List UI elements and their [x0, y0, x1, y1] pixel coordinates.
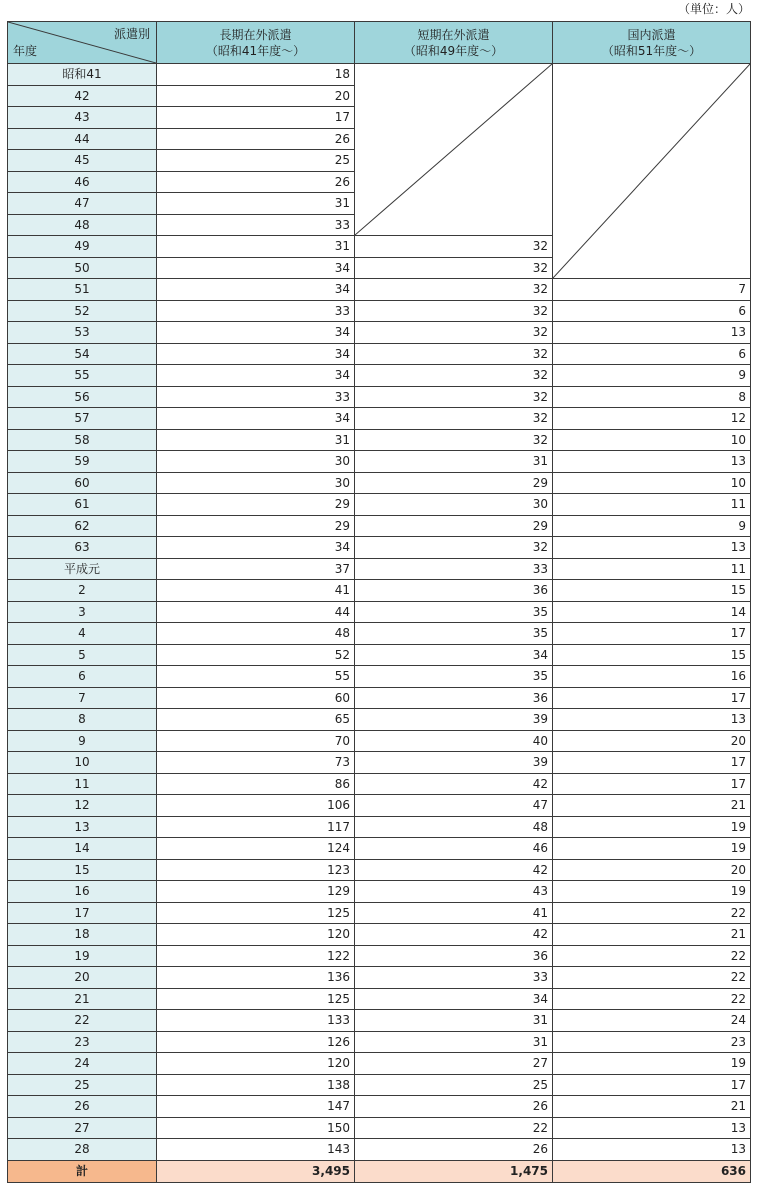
value-cell-domestic: 20: [553, 859, 751, 881]
value-cell-long: 30: [157, 451, 355, 473]
value-cell-long: 20: [157, 85, 355, 107]
year-cell: 22: [8, 1010, 157, 1032]
value-cell-domestic: 11: [553, 494, 751, 516]
table-row: [8, 945, 751, 967]
value-cell-long: 117: [157, 816, 355, 838]
table-row: [8, 795, 751, 817]
year-cell: 12: [8, 795, 157, 817]
year-cell: 63: [8, 537, 157, 559]
value-cell-short: 32: [355, 343, 553, 365]
value-cell-short: 30: [355, 494, 553, 516]
year-cell: 62: [8, 515, 157, 537]
value-cell-short: 32: [355, 279, 553, 301]
value-cell-domestic: 23: [553, 1031, 751, 1053]
value-cell-long: 120: [157, 1053, 355, 1075]
table-row: [8, 838, 751, 860]
value-cell-long: 123: [157, 859, 355, 881]
table-row: [8, 1053, 751, 1075]
unit-note: （単位：人）: [677, 2, 750, 16]
year-cell: 51: [8, 279, 157, 301]
corner-header: [8, 22, 157, 64]
year-cell: 24: [8, 1053, 157, 1075]
value-cell-long: 133: [157, 1010, 355, 1032]
table-row: [8, 1074, 751, 1096]
value-cell-domestic: 19: [553, 816, 751, 838]
value-cell-long: 17: [157, 107, 355, 129]
value-cell-short: 36: [355, 945, 553, 967]
corner-top-label: 派遣別: [113, 27, 150, 41]
value-cell-domestic: 6: [553, 343, 751, 365]
year-cell: 55: [8, 365, 157, 387]
value-cell-long: 136: [157, 967, 355, 989]
table-row: [8, 902, 751, 924]
table-row: [8, 1010, 751, 1032]
value-cell-long: 30: [157, 472, 355, 494]
value-cell-short: 47: [355, 795, 553, 817]
value-cell-domestic: 13: [553, 537, 751, 559]
value-cell-short: 34: [355, 644, 553, 666]
column-sub-domestic: （昭和51年度～）: [601, 43, 702, 58]
value-cell-long: 120: [157, 924, 355, 946]
value-cell-long: 34: [157, 365, 355, 387]
table-row: [8, 580, 751, 602]
table-row: [8, 365, 751, 387]
value-cell-short: 40: [355, 730, 553, 752]
table-row: [8, 1031, 751, 1053]
diagonal-slash: [553, 64, 750, 278]
total-domestic: 636: [553, 1160, 751, 1182]
value-cell-short: 32: [355, 257, 553, 279]
value-cell-long: 150: [157, 1117, 355, 1139]
value-cell-short: 41: [355, 902, 553, 924]
value-cell-long: 33: [157, 300, 355, 322]
year-cell: 49: [8, 236, 157, 258]
value-cell-long: 125: [157, 988, 355, 1010]
value-cell-long: 41: [157, 580, 355, 602]
value-cell-long: 34: [157, 279, 355, 301]
value-cell-domestic: 17: [553, 1074, 751, 1096]
value-cell-long: 31: [157, 429, 355, 451]
value-cell-short: 26: [355, 1096, 553, 1118]
year-cell: 54: [8, 343, 157, 365]
year-cell: 2: [8, 580, 157, 602]
value-cell-domestic: 22: [553, 988, 751, 1010]
year-cell: 昭和41: [8, 64, 157, 86]
year-cell: 3: [8, 601, 157, 623]
value-cell-long: 31: [157, 236, 355, 258]
value-cell-short: 32: [355, 322, 553, 344]
table-row: [8, 1117, 751, 1139]
total-row: [8, 1160, 751, 1182]
table-row: [8, 451, 751, 473]
value-cell-long: 34: [157, 322, 355, 344]
table-row: [8, 472, 751, 494]
value-cell-short: 39: [355, 752, 553, 774]
value-cell-short: 31: [355, 1010, 553, 1032]
not-applicable-cell-short: [355, 64, 553, 236]
year-cell: 47: [8, 193, 157, 215]
year-cell: 50: [8, 257, 157, 279]
value-cell-long: 34: [157, 257, 355, 279]
table-row: [8, 601, 751, 623]
year-cell: 21: [8, 988, 157, 1010]
table-row: [8, 730, 751, 752]
value-cell-long: 122: [157, 945, 355, 967]
column-title-long: 長期在外派遣: [219, 27, 292, 42]
column-sub-short: （昭和49年度～）: [403, 43, 504, 58]
column-title-domestic: 国内派遣: [627, 27, 676, 42]
table-row: [8, 666, 751, 688]
table-row: [8, 644, 751, 666]
value-cell-domestic: 21: [553, 924, 751, 946]
value-cell-domestic: 7: [553, 279, 751, 301]
year-cell: 11: [8, 773, 157, 795]
year-cell: 4: [8, 623, 157, 645]
table-row: [8, 279, 751, 301]
value-cell-long: 33: [157, 386, 355, 408]
value-cell-domestic: 13: [553, 322, 751, 344]
value-cell-long: 34: [157, 408, 355, 430]
not-applicable-cell-domestic: [553, 64, 751, 279]
table-row: [8, 1139, 751, 1161]
value-cell-short: 32: [355, 236, 553, 258]
year-cell: 14: [8, 838, 157, 860]
table-row: [8, 709, 751, 731]
table-body: [8, 64, 751, 1161]
value-cell-domestic: 15: [553, 644, 751, 666]
year-cell: 13: [8, 816, 157, 838]
value-cell-domestic: 11: [553, 558, 751, 580]
value-cell-domestic: 17: [553, 623, 751, 645]
value-cell-domestic: 21: [553, 1096, 751, 1118]
value-cell-long: 124: [157, 838, 355, 860]
total-label: 計: [8, 1160, 157, 1182]
year-cell: 60: [8, 472, 157, 494]
value-cell-short: 43: [355, 881, 553, 903]
value-cell-short: 32: [355, 386, 553, 408]
value-cell-short: 27: [355, 1053, 553, 1075]
year-cell: 28: [8, 1139, 157, 1161]
table-row: [8, 343, 751, 365]
table-row: [8, 300, 751, 322]
value-cell-domestic: 17: [553, 752, 751, 774]
table-row: [8, 558, 751, 580]
year-cell: 6: [8, 666, 157, 688]
year-cell: 20: [8, 967, 157, 989]
value-cell-domestic: 13: [553, 1117, 751, 1139]
value-cell-short: 32: [355, 300, 553, 322]
value-cell-short: 35: [355, 601, 553, 623]
table-row: [8, 623, 751, 645]
value-cell-domestic: 9: [553, 515, 751, 537]
value-cell-short: 32: [355, 429, 553, 451]
value-cell-domestic: 17: [553, 773, 751, 795]
value-cell-short: 42: [355, 773, 553, 795]
year-cell: 61: [8, 494, 157, 516]
value-cell-short: 26: [355, 1139, 553, 1161]
value-cell-short: 36: [355, 580, 553, 602]
value-cell-long: 29: [157, 515, 355, 537]
value-cell-long: 48: [157, 623, 355, 645]
year-cell: 25: [8, 1074, 157, 1096]
year-cell: 45: [8, 150, 157, 172]
year-cell: 27: [8, 1117, 157, 1139]
year-cell: 48: [8, 214, 157, 236]
table-row: [8, 64, 751, 86]
value-cell-short: 34: [355, 988, 553, 1010]
value-cell-short: 42: [355, 924, 553, 946]
value-cell-short: 31: [355, 451, 553, 473]
value-cell-short: 48: [355, 816, 553, 838]
year-cell: 15: [8, 859, 157, 881]
value-cell-domestic: 13: [553, 709, 751, 731]
header-row: [8, 22, 751, 64]
value-cell-domestic: 21: [553, 795, 751, 817]
table-row: [8, 773, 751, 795]
value-cell-domestic: 15: [553, 580, 751, 602]
value-cell-long: 25: [157, 150, 355, 172]
value-cell-long: 29: [157, 494, 355, 516]
table-row: [8, 322, 751, 344]
value-cell-short: 46: [355, 838, 553, 860]
column-title-short: 短期在外派遣: [417, 27, 490, 42]
value-cell-domestic: 22: [553, 967, 751, 989]
year-cell: 23: [8, 1031, 157, 1053]
year-cell: 9: [8, 730, 157, 752]
year-cell: 57: [8, 408, 157, 430]
value-cell-long: 70: [157, 730, 355, 752]
value-cell-short: 29: [355, 515, 553, 537]
value-cell-short: 25: [355, 1074, 553, 1096]
value-cell-long: 44: [157, 601, 355, 623]
value-cell-domestic: 9: [553, 365, 751, 387]
table-row: [8, 494, 751, 516]
value-cell-long: 106: [157, 795, 355, 817]
year-cell: 8: [8, 709, 157, 731]
value-cell-long: 125: [157, 902, 355, 924]
table-row: [8, 816, 751, 838]
value-cell-domestic: 24: [553, 1010, 751, 1032]
value-cell-short: 39: [355, 709, 553, 731]
value-cell-short: 35: [355, 666, 553, 688]
value-cell-short: 22: [355, 1117, 553, 1139]
value-cell-short: 31: [355, 1031, 553, 1053]
value-cell-domestic: 22: [553, 945, 751, 967]
value-cell-domestic: 17: [553, 687, 751, 709]
year-cell: 5: [8, 644, 157, 666]
value-cell-short: 35: [355, 623, 553, 645]
year-cell: 平成元: [8, 558, 157, 580]
year-cell: 46: [8, 171, 157, 193]
value-cell-domestic: 22: [553, 902, 751, 924]
total-long: 3,495: [157, 1160, 355, 1182]
year-cell: 52: [8, 300, 157, 322]
column-header-domestic: [553, 22, 751, 64]
value-cell-long: 26: [157, 171, 355, 193]
corner-bottom-label: 年度: [13, 44, 38, 58]
table-row: [8, 537, 751, 559]
value-cell-domestic: 13: [553, 1139, 751, 1161]
table-row: [8, 924, 751, 946]
year-cell: 59: [8, 451, 157, 473]
value-cell-short: 33: [355, 558, 553, 580]
value-cell-short: 32: [355, 365, 553, 387]
column-header-short: [355, 22, 553, 64]
value-cell-domestic: 13: [553, 451, 751, 473]
value-cell-short: 29: [355, 472, 553, 494]
year-cell: 19: [8, 945, 157, 967]
year-cell: 44: [8, 128, 157, 150]
diagonal-slash: [355, 64, 552, 235]
year-cell: 17: [8, 902, 157, 924]
value-cell-long: 26: [157, 128, 355, 150]
value-cell-domestic: 19: [553, 838, 751, 860]
total-short: 1,475: [355, 1160, 553, 1182]
value-cell-long: 31: [157, 193, 355, 215]
table-row: [8, 881, 751, 903]
value-cell-long: 34: [157, 537, 355, 559]
value-cell-long: 143: [157, 1139, 355, 1161]
value-cell-long: 52: [157, 644, 355, 666]
value-cell-domestic: 12: [553, 408, 751, 430]
table-row: [8, 1096, 751, 1118]
value-cell-short: 33: [355, 967, 553, 989]
value-cell-long: 86: [157, 773, 355, 795]
value-cell-long: 73: [157, 752, 355, 774]
year-cell: 53: [8, 322, 157, 344]
value-cell-domestic: 19: [553, 881, 751, 903]
year-cell: 16: [8, 881, 157, 903]
value-cell-long: 34: [157, 343, 355, 365]
value-cell-domestic: 14: [553, 601, 751, 623]
year-cell: 43: [8, 107, 157, 129]
year-cell: 10: [8, 752, 157, 774]
column-sub-long: （昭和41年度～）: [205, 43, 306, 58]
table-row: [8, 752, 751, 774]
value-cell-long: 126: [157, 1031, 355, 1053]
table-row: [8, 687, 751, 709]
value-cell-domestic: 6: [553, 300, 751, 322]
value-cell-long: 18: [157, 64, 355, 86]
value-cell-long: 147: [157, 1096, 355, 1118]
value-cell-short: 42: [355, 859, 553, 881]
year-cell: 42: [8, 85, 157, 107]
value-cell-domestic: 16: [553, 666, 751, 688]
dispatch-table: [7, 21, 751, 1183]
value-cell-domestic: 8: [553, 386, 751, 408]
year-cell: 58: [8, 429, 157, 451]
table-row: [8, 408, 751, 430]
value-cell-short: 32: [355, 408, 553, 430]
value-cell-long: 33: [157, 214, 355, 236]
value-cell-domestic: 10: [553, 472, 751, 494]
year-cell: 7: [8, 687, 157, 709]
year-cell: 56: [8, 386, 157, 408]
value-cell-short: 36: [355, 687, 553, 709]
table-row: [8, 859, 751, 881]
table-row: [8, 967, 751, 989]
year-cell: 18: [8, 924, 157, 946]
value-cell-long: 65: [157, 709, 355, 731]
column-header-long: [157, 22, 355, 64]
value-cell-long: 55: [157, 666, 355, 688]
value-cell-long: 138: [157, 1074, 355, 1096]
value-cell-domestic: 20: [553, 730, 751, 752]
value-cell-domestic: 10: [553, 429, 751, 451]
table-row: [8, 988, 751, 1010]
value-cell-domestic: 19: [553, 1053, 751, 1075]
value-cell-short: 32: [355, 537, 553, 559]
table-row: [8, 386, 751, 408]
value-cell-long: 60: [157, 687, 355, 709]
value-cell-long: 129: [157, 881, 355, 903]
table-row: [8, 429, 751, 451]
table-row: [8, 515, 751, 537]
year-cell: 26: [8, 1096, 157, 1118]
value-cell-long: 37: [157, 558, 355, 580]
